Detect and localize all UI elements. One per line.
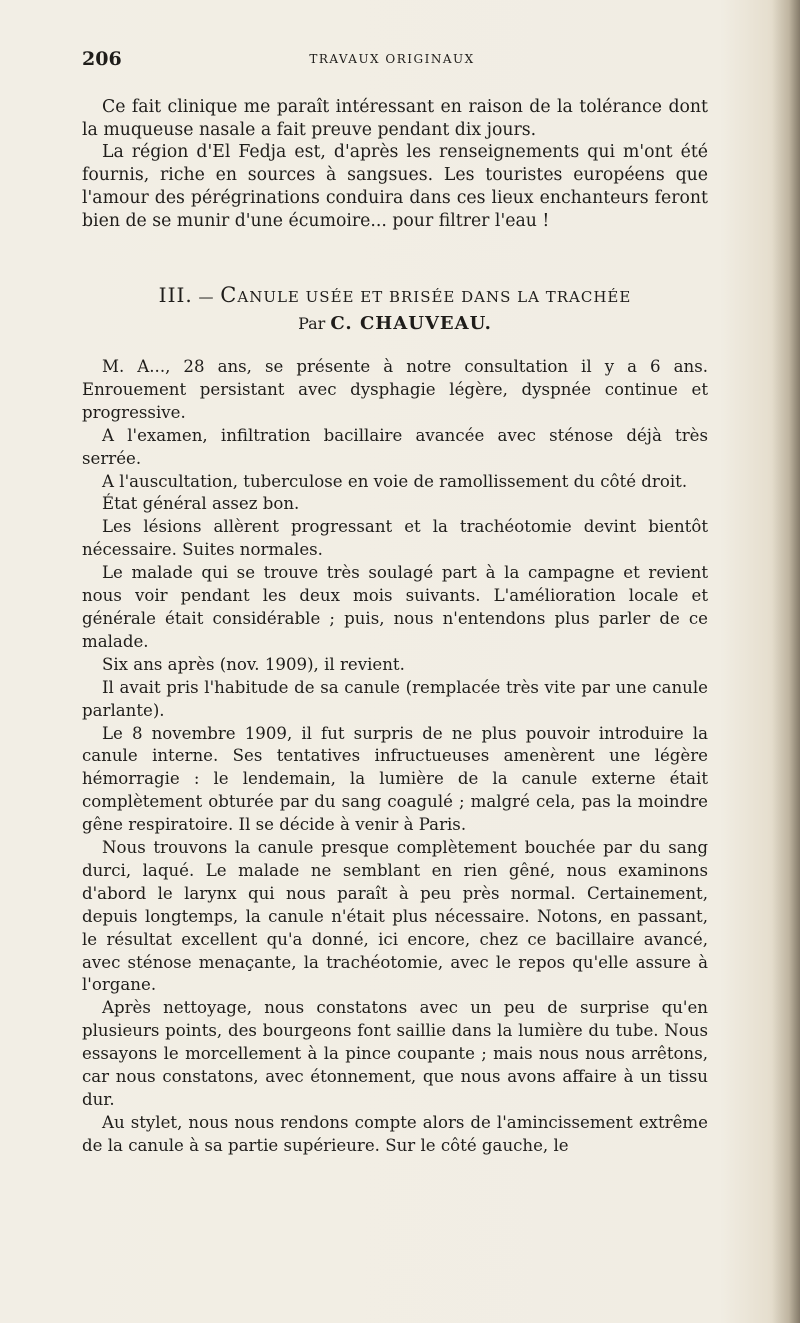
paragraph: Au stylet, nous nous rendons compte alors de l'amincissement extrême de la canule à sa partie supérieure. Sur le côté gauche, le	[82, 1112, 708, 1155]
paragraph: Le malade qui se trouve très soulagé part à la campagne et revient nous voir pendant les deux mois suivants. L'amélioration locale et générale était considérable ; puis, nous n'entendons plus parler de ce malade.	[82, 563, 708, 651]
paragraph: M. A..., 28 ans, se présente à notre consultation il y a 6 ans. Enrouement persistant avec dysphagie légère, dyspnée continue et progressive.	[82, 357, 708, 422]
section-dash: —	[198, 288, 215, 306]
section-number: III.	[158, 283, 193, 307]
page-header	[82, 48, 702, 76]
author-line	[82, 313, 708, 334]
paragraph: Ce fait clinique me paraît intéressant en raison de la tolérance dont la muqueuse nasale a fait preuve pendant dix jours.	[82, 97, 708, 140]
page-number: 206	[82, 48, 122, 70]
paragraph: Nous trouvons la canule presque complètement bouchée par du sang durci, laqué. Le malade ne semblant en rien gêné, nous examinons d'abord le larynx qui nous paraît à peu près normal. Certainement, depuis longtemps, la canule n'était plus nécessaire. Notons, en passant, le résultat excellent qu'a donné, ici encore, chez ce bacillaire avancé, avec sténose menaçante, la trachéotomie, avec le repos qu'elle assure à l'organe.	[82, 838, 708, 995]
section-title-text: ANULE USÉE ET BRISÉE DANS LA TRACHÉE	[237, 288, 632, 306]
paragraph: A l'auscultation, tuberculose en voie de ramollissement du côté droit.	[102, 471, 688, 491]
body-text	[82, 356, 708, 1158]
paragraph: A l'examen, infiltration bacillaire avancée avec sténose déjà très serrée.	[82, 425, 708, 468]
section-title	[82, 283, 708, 307]
section-title-initial: C	[220, 283, 238, 307]
author-by: Par	[298, 314, 326, 333]
paragraph: Le 8 novembre 1909, il fut surpris de ne plus pouvoir introduire la canule interne. Ses tentatives infructueuses amenèrent une légère hémorragie : le lendemain, la lumière de la canule externe était complètement obturée par du sang coagulé ; malgré cela, pas la moindre gêne respiratoire. Il se décide à venir à Paris.	[82, 723, 708, 835]
paragraph: Six ans après (nov. 1909), il revient.	[102, 654, 405, 674]
page-edge-shadow	[772, 0, 800, 1323]
paragraph: Après nettoyage, nous constatons avec un peu de surprise qu'en plusieurs points, des bourgeons font saillie dans la lumière du tube. Nous essayons le morcellement à la pince coupante ; mais nous nous arrêtons, car nous constatons, avec étonnement, que nous avons affaire à un tissu dur.	[82, 998, 708, 1109]
intro-text	[82, 96, 708, 232]
running-title: TRAVAUX ORIGINAUX	[309, 52, 475, 66]
paragraph: État général assez bon.	[102, 494, 300, 514]
author-name: C. CHAUVEAU.	[330, 313, 492, 334]
paragraph: Il avait pris l'habitude de sa canule (remplacée très vite par une canule parlante).	[82, 677, 708, 720]
paragraph: Les lésions allèrent progressant et la trachéotomie devint bientôt nécessaire. Suites normales.	[82, 517, 708, 560]
paragraph: La région d'El Fedja est, d'après les renseignements qui m'ont été fournis, riche en sources à sangsues. Les touristes européens que l'amour des pérégrinations conduira dans ces lieux enchanteurs feront bien de se munir d'une écumoire... pour filtrer l'eau !	[82, 142, 708, 231]
